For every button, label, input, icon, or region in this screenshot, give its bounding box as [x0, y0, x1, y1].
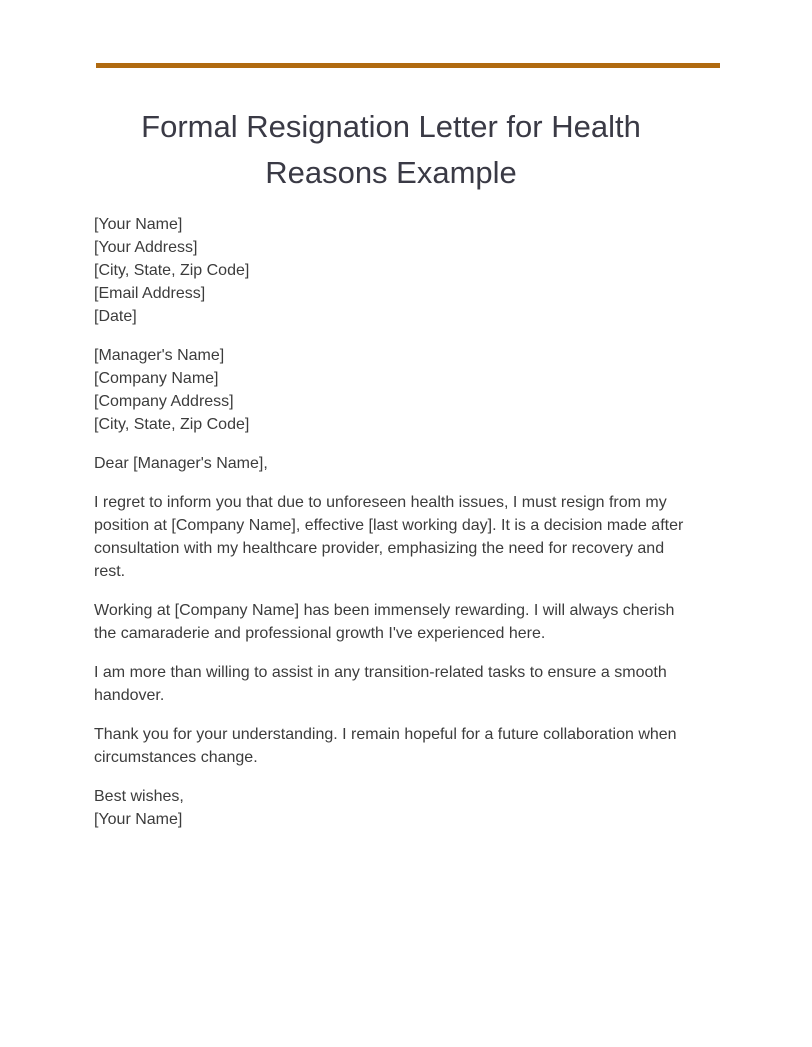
recipient-manager-name: [Manager's Name]	[94, 347, 225, 364]
paragraph-line: Thank you for your understanding. I remain hopeful for a future collaboration when	[94, 726, 677, 743]
sender-date: [Date]	[94, 308, 137, 325]
recipient-block	[94, 344, 694, 436]
recipient-company-name: [Company Name]	[94, 370, 219, 387]
paragraph-2	[94, 599, 694, 645]
title-line-1: Formal Resignation Letter for Health	[141, 109, 641, 144]
sender-name: [Your Name]	[94, 216, 183, 233]
paragraph-line: Working at [Company Name] has been immensely rewarding. I will always cherish	[94, 602, 675, 619]
sender-address: [Your Address]	[94, 239, 198, 256]
paragraph-line: rest.	[94, 563, 126, 580]
salutation	[94, 452, 694, 475]
sender-city-state-zip: [City, State, Zip Code]	[94, 262, 250, 279]
paragraph-line: circumstances change.	[94, 749, 258, 766]
closing-block	[94, 785, 694, 831]
recipient-city-state-zip: [City, State, Zip Code]	[94, 416, 250, 433]
paragraph-line: consultation with my healthcare provider, emphasizing the need for recovery and	[94, 540, 665, 557]
paragraph-line: I am more than willing to assist in any transition-related tasks to ensure a smooth	[94, 664, 667, 681]
page-title	[96, 104, 686, 196]
letter-body	[94, 213, 694, 847]
paragraph-4	[94, 723, 694, 769]
paragraph-1	[94, 491, 694, 583]
paragraph-3	[94, 661, 694, 707]
title-line-2: Reasons Example	[265, 155, 517, 190]
paragraph-line: the camaraderie and professional growth I've experienced here.	[94, 625, 546, 642]
closing-signoff: Best wishes,	[94, 788, 184, 805]
recipient-company-address: [Company Address]	[94, 393, 234, 410]
paragraph-line: position at [Company Name], effective [last working day]. It is a decision made after	[94, 517, 684, 534]
accent-rule	[96, 63, 720, 68]
sender-email: [Email Address]	[94, 285, 206, 302]
sender-block	[94, 213, 694, 328]
paragraph-line: I regret to inform you that due to unforeseen health issues, I must resign from my	[94, 494, 667, 511]
paragraph-line: handover.	[94, 687, 165, 704]
closing-name: [Your Name]	[94, 811, 183, 828]
salutation-text: Dear [Manager's Name],	[94, 455, 268, 472]
